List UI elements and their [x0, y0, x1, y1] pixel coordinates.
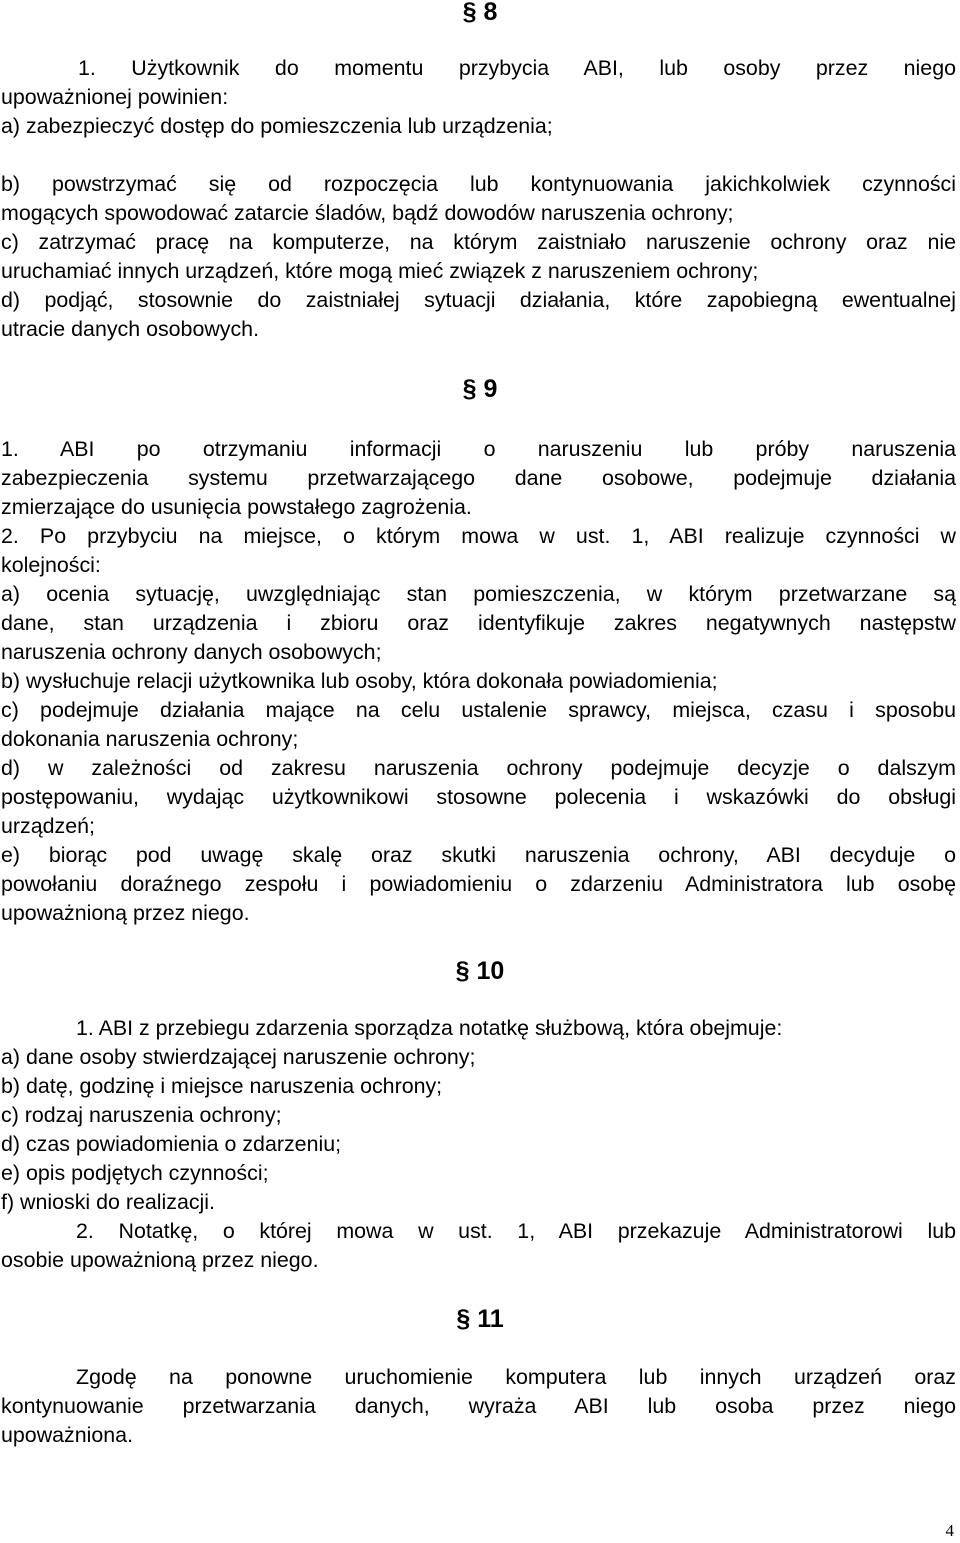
- section-sign: §: [462, 375, 477, 403]
- paragraph-line: utracie danych osobowych.: [1, 317, 260, 341]
- paragraph-line: powołaniu doraźnego zespołu i powiadomieniu o zdarzeniu Administratora lub osobę: [1, 872, 956, 896]
- section-sign: §: [455, 957, 470, 985]
- paragraph-line: osobie upoważnioną przez niego.: [1, 1248, 319, 1272]
- paragraph-line: 2. Notatkę, o której mowa w ust. 1, ABI przekazuje Administratorowi lub: [76, 1219, 956, 1243]
- paragraph-line: c) zatrzymać pracę na komputerze, na którym zaistniało naruszenie ochrony oraz nie: [1, 230, 956, 254]
- section-8-heading: [0, 0, 960, 27]
- paragraph-line: b) powstrzymać się od rozpoczęcia lub kontynuowania jakichkolwiek czynności: [1, 172, 956, 196]
- paragraph-line: a) zabezpieczyć dostęp do pomieszczenia lub urządzenia;: [1, 114, 553, 138]
- blank-line: [1, 141, 956, 170]
- section-sign: §: [462, 0, 477, 26]
- paragraph-line: uruchamiać innych urządzeń, które mogą mieć związek z naruszeniem ochrony;: [1, 259, 759, 283]
- section-number: 9: [483, 375, 498, 403]
- paragraph-line: e) biorąc pod uwagę skalę oraz skutki naruszenia ochrony, ABI decyduje o: [1, 843, 956, 867]
- paragraph-line: dokonania naruszenia ochrony;: [1, 727, 299, 751]
- section-9-heading: [0, 374, 960, 404]
- paragraph-line: naruszenia ochrony danych osobowych;: [1, 640, 382, 664]
- paragraph-line: 1. ABI z przebiegu zdarzenia sporządza notatkę służbową, która obejmuje:: [76, 1016, 783, 1040]
- paragraph-line: upoważnionej powinien:: [1, 85, 229, 109]
- section-sign: §: [456, 1305, 471, 1333]
- paragraph-line: f) wnioski do realizacji.: [1, 1190, 215, 1214]
- paragraph-line: zmierzające do usunięcia powstałego zagrożenia.: [1, 495, 472, 519]
- paragraph-line: mogących spowodować zatarcie śladów, bądź dowodów naruszenia ochrony;: [1, 201, 734, 225]
- paragraph-line: d) podjąć, stosownie do zaistniałej sytuacji działania, które zapobiegną ewentualnej: [1, 288, 956, 312]
- paragraph-line: urządzeń;: [1, 814, 95, 838]
- section-number: 10: [476, 957, 505, 985]
- paragraph-line: a) dane osoby stwierdzającej naruszenie ochrony;: [1, 1045, 476, 1069]
- section-9-body: [1, 435, 956, 928]
- section-10-body: [1, 1014, 956, 1275]
- paragraph-line: upoważniona.: [1, 1423, 134, 1447]
- section-11-heading: [0, 1304, 960, 1334]
- paragraph-line: c) podejmuje działania mające na celu ustalenie sprawcy, miejsca, czasu i sposobu: [1, 698, 956, 722]
- paragraph-line: 2. Po przybyciu na miejsce, o którym mowa w ust. 1, ABI realizuje czynności w: [1, 524, 956, 548]
- paragraph-line: kolejności:: [1, 553, 101, 577]
- paragraph-line: d) w zależności od zakresu naruszenia ochrony podejmuje decyzje o dalszym: [1, 756, 956, 780]
- section-number: 11: [477, 1305, 504, 1333]
- page-number: 4: [945, 1521, 954, 1540]
- paragraph-line: e) opis podjętych czynności;: [1, 1161, 269, 1185]
- paragraph-line: Zgodę na ponowne uruchomienie komputera lub innych urządzeń oraz: [76, 1365, 956, 1389]
- paragraph-line: b) wysłuchuje relacji użytkownika lub osoby, która dokonała powiadomienia;: [1, 669, 718, 693]
- section-11-body: [1, 1363, 956, 1450]
- paragraph-line: kontynuowanie przetwarzania danych, wyraża ABI lub osoba przez niego: [1, 1394, 956, 1418]
- paragraph-line: d) czas powiadomienia o zdarzeniu;: [1, 1132, 342, 1156]
- paragraph-line: b) datę, godzinę i miejsce naruszenia ochrony;: [1, 1074, 443, 1098]
- paragraph-line: upoważnioną przez niego.: [1, 901, 250, 925]
- paragraph-line: dane, stan urządzenia i zbioru oraz identyfikuje zakres negatywnych następstw: [1, 611, 956, 635]
- paragraph-line: c) rodzaj naruszenia ochrony;: [1, 1103, 282, 1127]
- paragraph-line: postępowaniu, wydając użytkownikowi stosowne polecenia i wskazówki do obsługi: [1, 785, 956, 809]
- paragraph-line: a) ocenia sytuację, uwzględniając stan pomieszczenia, w którym przetwarzane są: [1, 582, 956, 606]
- paragraph-line: 1. ABI po otrzymaniu informacji o naruszeniu lub próby naruszenia: [1, 437, 956, 461]
- paragraph-line: zabezpieczenia systemu przetwarzającego dane osobowe, podejmuje działania: [1, 466, 956, 490]
- section-10-heading: [0, 956, 960, 986]
- section-8-body: [1, 54, 956, 344]
- paragraph-line: 1. Użytkownik do momentu przybycia ABI, lub osoby przez niego: [78, 56, 956, 80]
- section-number: 8: [483, 0, 498, 26]
